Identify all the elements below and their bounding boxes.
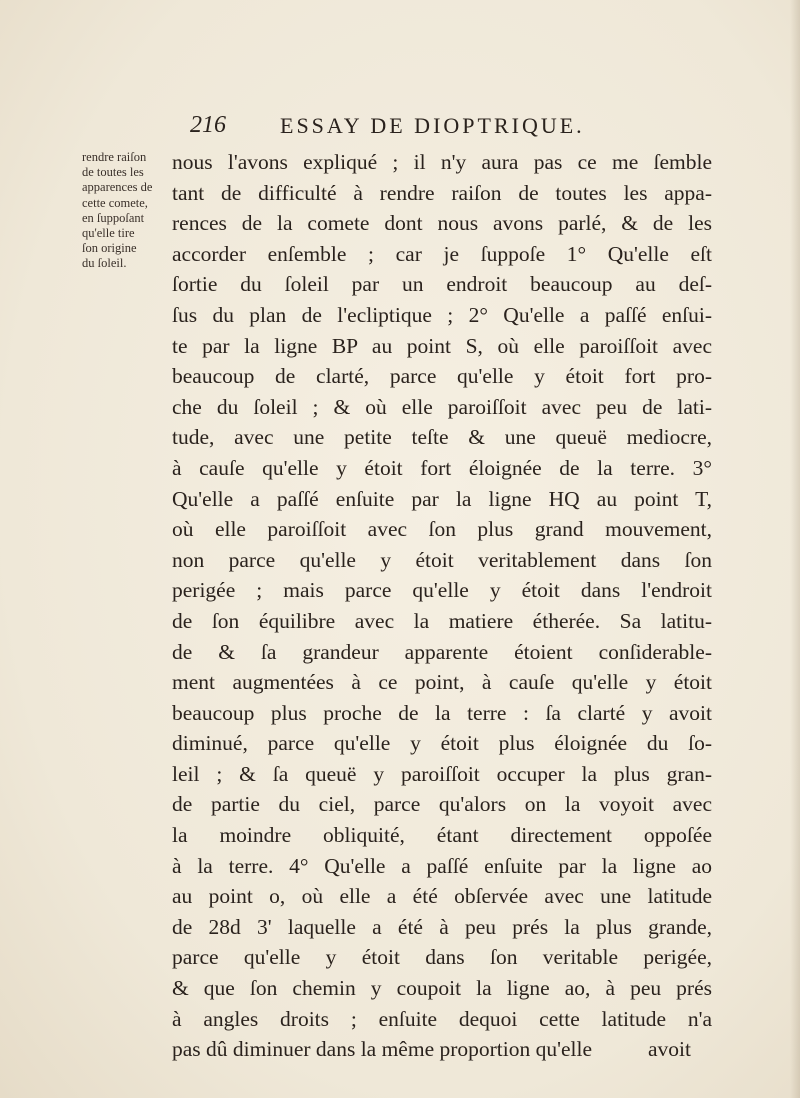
page-edge-shadow [790,0,800,1098]
text-line: parce qu'elle y étoit dans ſon veritable perigée, [172,945,712,970]
body-text [172,147,712,1065]
text-line: diminué, parce qu'elle y étoit plus éloignée du ſo- [172,731,712,756]
margin-note [82,150,186,272]
margin-note-line: rendre raiſon [82,150,147,164]
text-line: nous l'avons expliqué ; il n'y aura pas ce me ſemble [172,150,712,174]
text-line: Qu'elle a paſſé enſuite par la ligne HQ au point T, [172,486,712,511]
text-line: ſortie du ſoleil par un endroit beaucoup au deſ- [172,272,712,297]
page-header [190,112,640,142]
text-line: beaucoup plus proche de la terre : ſa clarté y avoit [172,700,712,725]
margin-note-line: apparences de [82,180,153,195]
text-line: de partie du ciel, parce qu'alors on la voyoit avec [172,792,712,817]
text-line: & que ſon chemin y coupoit la ligne ao, à peu prés [172,976,712,1001]
text-line: te par la ligne BP au point S, où elle paroiſſoit avec [172,333,712,358]
text-line: la moindre obliquité, étant directement oppoſée [172,823,712,848]
text-line: beaucoup de clarté, parce qu'elle y étoit fort pro- [172,364,712,389]
text-line: tant de difficulté à rendre raiſon de toutes les appa- [172,180,712,205]
text-line: accorder enſemble ; car je ſuppoſe 1° Qu'elle eſt [172,241,712,266]
text-line: perigée ; mais parce qu'elle y étoit dans l'endroit [172,578,712,603]
text-line: au point o, où elle a été obſervée avec une latitude [172,884,712,909]
text-line: pas dû diminuer dans la même proportion qu'elle [172,1037,593,1062]
text-line: rences de la comete dont nous avons parlé, & de les [172,211,712,236]
text-line: de ſon équilibre avec la matiere étherée. Sa latitu- [172,608,712,633]
text-line: de 28d 3' laquelle a été à peu prés la plus grande, [172,914,712,939]
running-title: ESSAY DE DIOPTRIQUE. [280,113,585,138]
margin-note-line: de toutes les [82,165,144,180]
text-line: à angles droits ; enſuite dequoi cette latitude n'a [172,1006,712,1031]
margin-note-line: en ſuppoſant [82,210,145,225]
text-line: à cauſe qu'elle y étoit fort éloignée de la terre. 3° [172,455,712,480]
text-line: de & ſa grandeur apparente étoient conſiderable- [172,639,712,664]
margin-note-line: qu'elle tire [82,226,135,241]
margin-note-line: du ſoleil. [82,256,127,271]
text-line: à la terre. 4° Qu'elle a paſſé enſuite par la ligne ao [172,853,712,878]
margin-note-line: ſon origine [82,241,137,256]
text-line: che du ſoleil ; & où elle paroiſſoit avec peu de lati- [172,394,712,419]
text-line: non parce qu'elle y étoit veritablement dans ſon [172,547,712,572]
text-line: ſus du plan de l'ecliptique ; 2° Qu'elle a paſſé enſui- [172,302,712,327]
text-line: leil ; & ſa queuë y paroiſſoit occuper la plus gran- [172,761,712,786]
text-line: où elle paroiſſoit avec ſon plus grand mouvement, [172,517,712,542]
margin-note-line: cette comete, [82,195,148,210]
text-line: tude, avec une petite teſte & une queuë mediocre, [172,425,712,450]
text-line: ment augmentées à ce point, à cauſe qu'elle y étoit [172,670,712,695]
page-number: 216 [190,112,226,138]
catchword: avoit [648,1037,691,1061]
